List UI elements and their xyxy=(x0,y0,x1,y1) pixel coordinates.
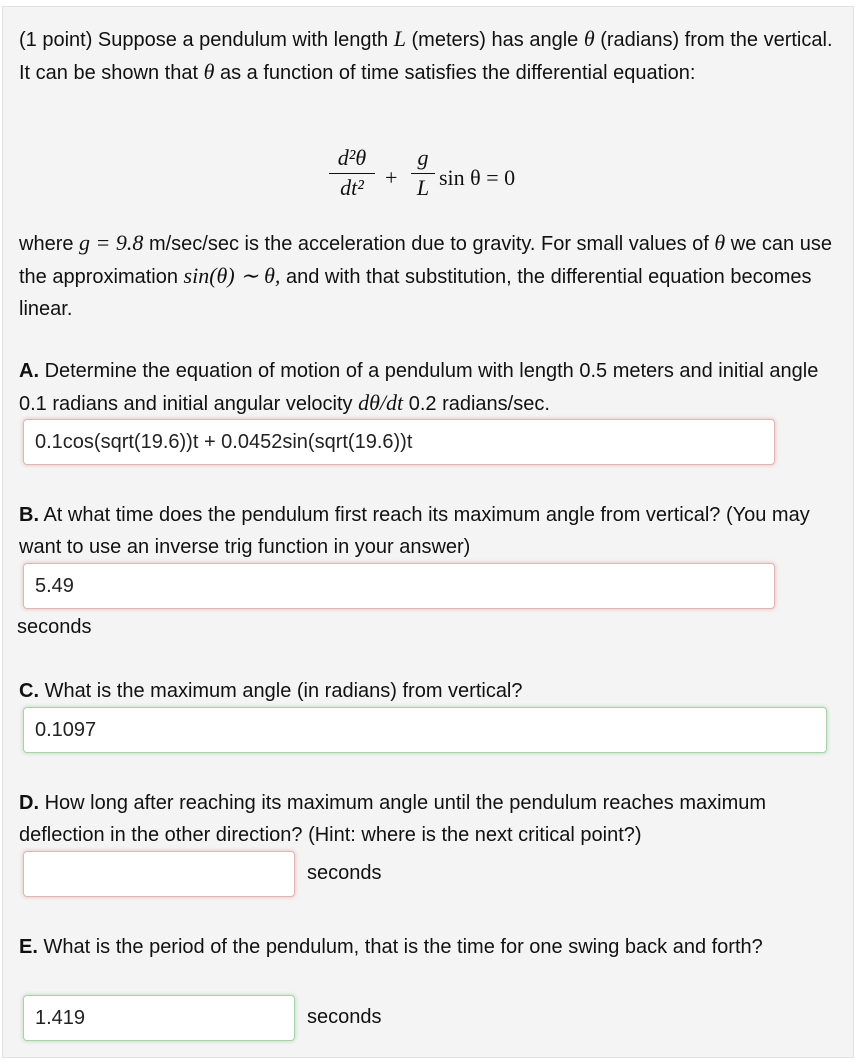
question-c-text: C. What is the maximum angle (in radians) from vertical? xyxy=(19,680,523,702)
answer-d-input[interactable] xyxy=(23,851,295,897)
second-derivative-fraction: d²θ dt² xyxy=(329,145,375,200)
plus-sign: + xyxy=(385,165,398,190)
answer-c-input[interactable]: 0.1097 xyxy=(23,707,827,753)
question-a-text: A. Determine the equation of motion of a pendulum with length 0.5 meters and initial angle 0.1 radians and initial angular velocity dθ/dt 0.2 radians/sec. xyxy=(19,360,819,415)
differential-equation xyxy=(3,145,855,215)
problem-intro: (1 point) Suppose a pendulum with length L (meters) has angle θ (radians) from the vertical. It can be shown that θ as a function of time satisfies the differential equation: xyxy=(19,26,833,84)
g-over-L-fraction: g L xyxy=(411,145,435,200)
where-paragraph: where g = 9.8 m/sec/sec is the acceleration due to gravity. For small values of θ we can use the approximation sin(θ) ∼ θ, and with that substitution, the differential equation becomes linear. xyxy=(19,230,832,320)
answer-b-unit: seconds xyxy=(17,616,92,638)
answer-e-unit: seconds xyxy=(307,1006,382,1028)
question-e-text: E. What is the period of the pendulum, that is the time for one swing back and forth? xyxy=(19,936,763,958)
equation-rest: sin θ = 0 xyxy=(439,165,516,190)
problem-panel xyxy=(2,6,854,1058)
answer-e-input[interactable]: 1.419 xyxy=(23,995,295,1041)
question-d-text: D. How long after reaching its maximum angle until the pendulum reaches maximum deflection in the other direction? (Hint: where is the next critical point?) xyxy=(19,792,767,846)
answer-a-input[interactable]: 0.1cos(sqrt(19.6))t + 0.0452sin(sqrt(19.6))t xyxy=(23,419,775,465)
answer-b-input[interactable]: 5.49 xyxy=(23,563,775,609)
answer-d-unit: seconds xyxy=(307,862,382,884)
question-b-text: B. At what time does the pendulum first reach its maximum angle from vertical? (You may want to use an inverse trig function in your answer) xyxy=(19,504,810,558)
